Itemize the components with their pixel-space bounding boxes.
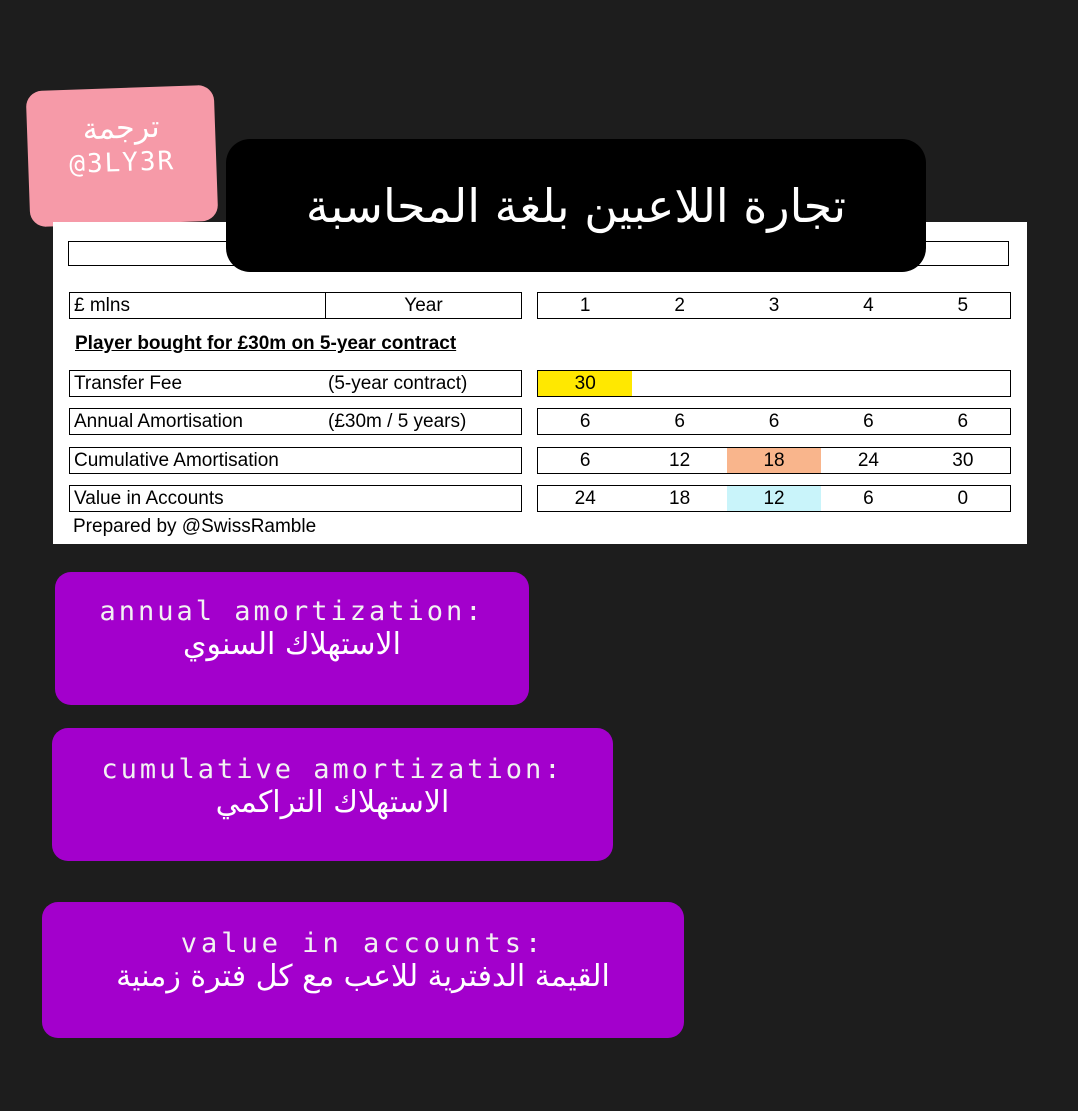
glossary-term: cumulative amortization:	[101, 754, 564, 785]
badge-translation-label: ترجمة	[82, 109, 161, 148]
glossary-box	[55, 572, 529, 705]
row-note: (£30m / 5 years)	[328, 411, 467, 432]
value-cell: 6	[768, 411, 780, 432]
value-cell: 6	[674, 411, 685, 432]
table-row-values	[537, 447, 1011, 474]
glossary-term: annual amortization:	[99, 596, 485, 627]
header-row-years	[537, 292, 1011, 319]
glossary-term: value in accounts:	[180, 928, 546, 959]
value-cell: 18	[669, 488, 691, 509]
table-row	[69, 408, 522, 435]
table-row	[69, 370, 522, 397]
row-note: (5-year contract)	[328, 373, 468, 394]
table-row	[69, 447, 522, 474]
value-cell: 30	[952, 450, 974, 471]
value-cell: 6	[579, 450, 591, 471]
header-row-label	[69, 292, 522, 319]
year-cell: 1	[579, 295, 591, 316]
row-label: Cumulative Amortisation	[74, 450, 279, 471]
year-label: Year	[404, 295, 443, 316]
value-cell	[821, 371, 915, 396]
table-row-values	[537, 485, 1011, 512]
value-cell: 18	[727, 448, 821, 473]
value-cell	[727, 371, 821, 396]
glossary-translation: الاستهلاك التراكمي	[215, 785, 450, 820]
page-title: تجارة اللاعبين بلغة المحاسبة	[305, 178, 847, 233]
value-cell: 30	[538, 371, 632, 396]
value-cell: 6	[863, 488, 874, 509]
glossary-box	[52, 728, 613, 861]
table-row-values	[537, 408, 1011, 435]
value-cell: 24	[857, 450, 879, 471]
value-cell: 24	[574, 488, 596, 509]
value-cell	[916, 371, 1010, 396]
value-cell: 6	[579, 411, 591, 432]
value-cell: 0	[957, 488, 969, 509]
value-cell: 12	[727, 486, 821, 511]
badge-handle: @3LY3R	[68, 146, 176, 180]
year-cell: 5	[957, 295, 969, 316]
value-cell: 12	[669, 450, 691, 471]
page-title-box	[226, 139, 926, 272]
table-row	[69, 485, 522, 512]
row-label: Value in Accounts	[74, 488, 224, 509]
table-row-values	[537, 370, 1011, 397]
glossary-translation: الاستهلاك السنوي	[183, 627, 401, 662]
year-cell: 4	[863, 295, 874, 316]
value-cell	[632, 371, 726, 396]
glossary-box	[42, 902, 684, 1038]
row-label: Annual Amortisation	[74, 411, 243, 432]
value-cell: 6	[957, 411, 969, 432]
value-cell: 6	[863, 411, 874, 432]
year-cell: 2	[674, 295, 685, 316]
translator-badge	[26, 85, 219, 227]
year-cell: 3	[768, 295, 780, 316]
units-label: £ mlns	[74, 295, 130, 316]
table-heading: Player bought for £30m on 5-year contract	[75, 333, 457, 354]
table-credit: Prepared by @SwissRamble	[73, 516, 317, 537]
row-label: Transfer Fee	[74, 373, 183, 394]
glossary-translation: القيمة الدفترية للاعب مع كل فترة زمنية	[116, 959, 610, 994]
